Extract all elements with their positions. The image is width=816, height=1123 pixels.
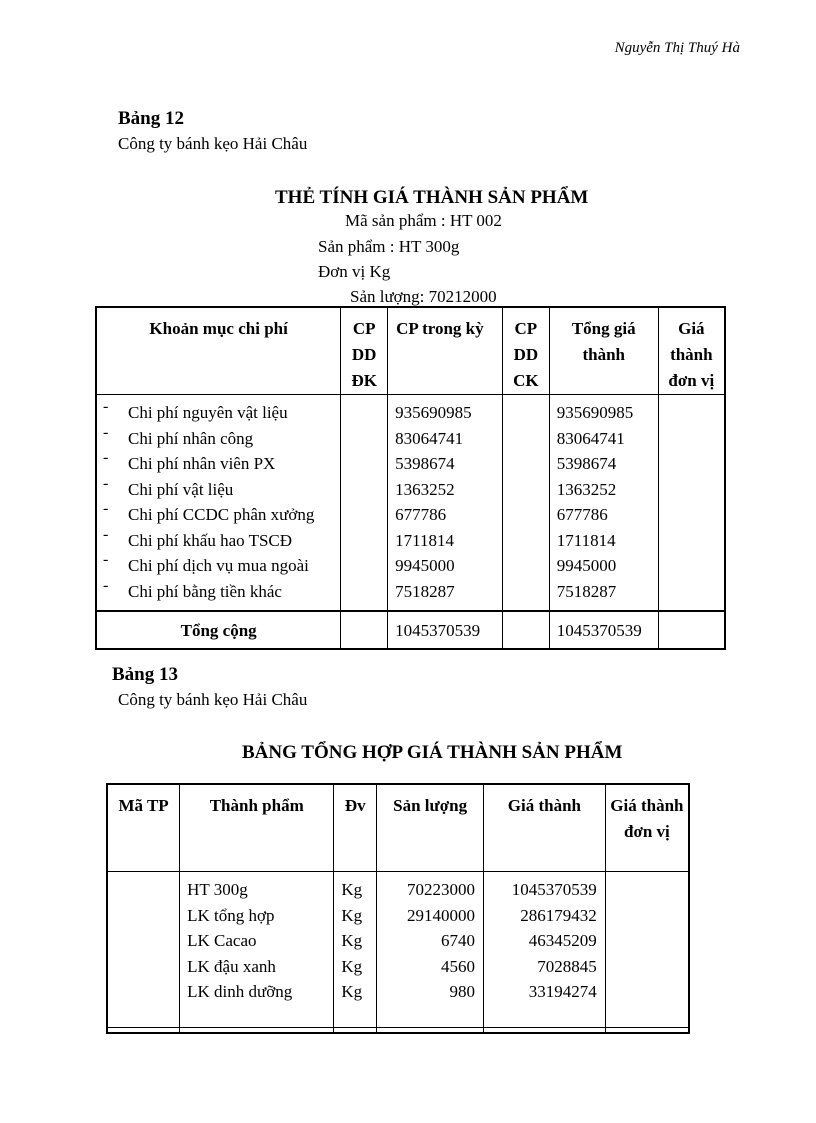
table12-title: THẺ TÍNH GIÁ THÀNH SẢN PHẨM [275, 187, 589, 208]
list-item: - Chi phí nhân công [103, 423, 254, 448]
list-item: - Chi phí nhân viên PX [103, 449, 276, 473]
col-header-unit-cost: Giá thành đơn vị [658, 307, 725, 395]
unit-cell: Kg Kg Kg Kg Kg [334, 872, 377, 1028]
table13-company: Công ty bánh kẹo Hải Châu [118, 690, 308, 709]
product-cell: HT 300g LK tổng hợp LK Cacao LK đậu xanh LK dinh dưỡng [180, 872, 334, 1028]
list-item: - Chi phí bằng tiền khác [103, 576, 282, 601]
product-unit: Đơn vị Kg [318, 262, 391, 281]
closing-wip-cell [502, 395, 549, 612]
cost-summary-table [106, 783, 690, 1034]
table13-title: BẢNG TỔNG HỢP GIÁ THÀNH SẢN PHẨM [242, 742, 623, 763]
col-header-period-cost: CP trong kỳ [388, 307, 503, 395]
col-header-product-code: Mã TP [107, 784, 180, 872]
table-bottom-row [107, 1028, 689, 1034]
total-sum: 1045370539 [549, 611, 658, 649]
table-body [96, 395, 725, 612]
unit-cost-cell [605, 872, 689, 1028]
table13-heading: Bảng 13 [112, 664, 178, 685]
table12-company: Công ty bánh kẹo Hải Châu [118, 134, 308, 153]
col-header-opening-wip: CP DD ĐK [341, 307, 388, 395]
total-label: Tổng cộng [96, 611, 341, 649]
table12-heading: Bảng 12 [118, 108, 184, 129]
col-header-cost: Giá thành [484, 784, 606, 872]
col-header-output: Sản lượng [377, 784, 484, 872]
cost-card-table [95, 306, 726, 650]
unit-cost-cell [658, 395, 725, 612]
total-period-cost: 1045370539 [388, 611, 503, 649]
product-output: Sản lượng: 70212000 [350, 287, 497, 306]
table-body [107, 872, 689, 1028]
table-header-row [96, 307, 725, 395]
author-name: Nguyễn Thị Thuý Hà [614, 40, 740, 56]
list-item: - Chi phí vật liệu [103, 474, 234, 499]
output-cell: 70223000 29140000 6740 4560 980 [377, 872, 484, 1028]
table-header-row [107, 784, 689, 872]
opening-wip-cell [341, 395, 388, 612]
col-header-unit: Đv [334, 784, 377, 872]
col-header-unit-cost: Giá thành đơn vị [605, 784, 689, 872]
cost-cell: 1045370539 286179432 46345209 7028845 33194274 [484, 872, 606, 1028]
list-item: - Chi phí dịch vụ mua ngoài [103, 551, 309, 575]
total-cost-cell: 935690985 83064741 5398674 1363252 677786 1711814 9945000 7518287 [549, 395, 658, 612]
list-item: - Chi phí nguyên vật liệu [103, 398, 288, 422]
col-header-closing-wip: CP DD CK [502, 307, 549, 395]
product-code-cell [107, 872, 180, 1028]
col-header-total-cost: Tổng giá thành [549, 307, 658, 395]
list-item: - Chi phí khấu hao TSCĐ [103, 525, 293, 550]
cost-items-cell [96, 395, 341, 612]
table-total-row [96, 611, 725, 649]
col-header-cost-item: Khoản mục chi phí [96, 307, 341, 395]
product-code: Mã sản phẩm : HT 002 [345, 211, 502, 230]
col-header-product: Thành phẩm [180, 784, 334, 872]
product-name: Sản phẩm : HT 300g [318, 237, 460, 256]
period-cost-cell: 935690985 83064741 5398674 1363252 677786 1711814 9945000 7518287 [388, 395, 503, 612]
list-item: - Chi phí CCDC phân xưởng [103, 500, 315, 524]
